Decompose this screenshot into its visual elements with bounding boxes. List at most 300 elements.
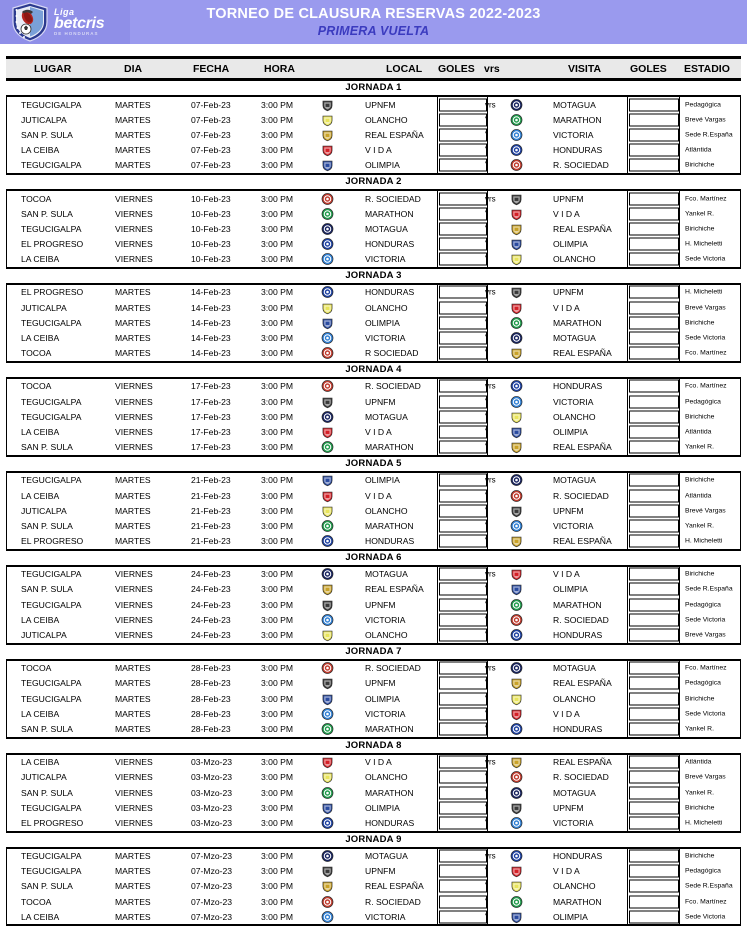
match-date: 14-Feb-23 — [191, 302, 231, 313]
away-team-crest-icon — [510, 222, 523, 235]
match-stadium: Birichiche — [685, 695, 715, 703]
match-row[interactable] — [7, 285, 740, 300]
match-day: MARTES — [115, 160, 151, 171]
away-goals-input[interactable] — [629, 128, 679, 141]
match-stadium: Birichiche — [685, 161, 715, 169]
match-row[interactable] — [7, 770, 740, 785]
home-goals-input[interactable] — [439, 850, 487, 863]
away-goals-input[interactable] — [629, 441, 679, 454]
match-date: 28-Feb-23 — [191, 663, 231, 674]
match-venue-city: TEGUCIGALPA — [21, 599, 82, 610]
match-day: MARTES — [115, 520, 151, 531]
column-header-goles-visita: GOLES — [630, 62, 667, 75]
home-goals-input[interactable] — [439, 801, 487, 814]
away-team-crest-icon — [510, 801, 523, 814]
home-goals-input[interactable] — [439, 756, 487, 769]
away-goals-input[interactable] — [629, 910, 679, 923]
match-day: MARTES — [115, 663, 151, 674]
match-row[interactable] — [7, 394, 740, 409]
match-row[interactable] — [7, 879, 740, 894]
match-venue-city: JUTICALPA — [21, 302, 67, 313]
home-goals-input[interactable] — [439, 771, 487, 784]
away-goals-input[interactable] — [629, 816, 679, 829]
home-team-name: VICTORIA — [365, 708, 406, 719]
away-team-crest-icon — [510, 816, 523, 829]
versus-label: " — [485, 130, 488, 140]
home-goals-input[interactable] — [439, 410, 487, 423]
match-time: 3:00 PM — [261, 614, 294, 625]
away-team-name: OLANCHO — [553, 881, 596, 892]
match-date: 03-Mzo-23 — [191, 772, 233, 783]
match-row[interactable] — [7, 909, 740, 924]
match-venue-city: LA CEIBA — [21, 911, 60, 922]
match-row[interactable] — [7, 800, 740, 815]
match-day: MARTES — [115, 911, 151, 922]
match-row[interactable] — [7, 567, 740, 582]
home-goals-input[interactable] — [439, 568, 487, 581]
jornada-label: JORNADA 8 — [345, 739, 402, 751]
match-day: MARTES — [115, 896, 151, 907]
away-team-crest-icon — [510, 771, 523, 784]
away-goals-input[interactable] — [629, 316, 679, 329]
home-team-crest-icon — [321, 489, 334, 502]
match-day: MARTES — [115, 708, 151, 719]
match-time: 3:00 PM — [261, 381, 294, 392]
match-date: 07-Feb-23 — [191, 129, 231, 140]
away-goals-input[interactable] — [629, 395, 679, 408]
match-date: 07-Mzo-23 — [191, 881, 233, 892]
away-goals-input[interactable] — [629, 474, 679, 487]
jornada-block — [6, 377, 741, 457]
away-team-crest-icon — [510, 380, 523, 393]
away-goals-input[interactable] — [629, 880, 679, 893]
away-goals-input[interactable] — [629, 865, 679, 878]
home-team-name: R. SOCIEDAD — [365, 896, 421, 907]
match-row[interactable] — [7, 534, 740, 549]
away-team-name: OLANCHO — [553, 693, 596, 704]
away-team-crest-icon — [510, 332, 523, 345]
logo-subtitle-text: DE HONDURAS — [54, 30, 99, 36]
match-row[interactable] — [7, 785, 740, 800]
away-team-crest-icon — [510, 113, 523, 126]
match-date: 10-Feb-23 — [191, 254, 231, 265]
home-team-crest-icon — [321, 504, 334, 517]
away-team-name: UPNFM — [553, 802, 584, 813]
home-goals-input[interactable] — [439, 253, 487, 266]
match-row[interactable] — [7, 221, 740, 236]
away-team-name: UPNFM — [553, 193, 584, 204]
home-team-crest-icon — [321, 380, 334, 393]
away-goals-input[interactable] — [629, 347, 679, 360]
match-day: VIERNES — [115, 381, 153, 392]
match-stadium: Pedagógica — [685, 601, 721, 609]
away-goals-input[interactable] — [629, 756, 679, 769]
away-team-name: MARATHON — [553, 317, 602, 328]
match-row[interactable] — [7, 488, 740, 503]
match-date: 24-Feb-23 — [191, 599, 231, 610]
match-day: MARTES — [115, 536, 151, 547]
away-team-name: R. SOCIEDAD — [553, 772, 609, 783]
away-team-name: OLIMPIA — [553, 239, 588, 250]
away-goals-input[interactable] — [629, 159, 679, 172]
away-goals-input[interactable] — [629, 895, 679, 908]
logo-liga-text: Liga — [54, 6, 75, 17]
match-day: VIERNES — [115, 442, 153, 453]
home-goals-input[interactable] — [439, 583, 487, 596]
away-goals-input[interactable] — [629, 662, 679, 675]
match-row[interactable] — [7, 864, 740, 879]
away-team-name: REAL ESPAÑA — [553, 348, 612, 359]
versus-label: " — [485, 427, 488, 437]
away-team-crest-icon — [510, 98, 523, 111]
match-venue-city: SAN P. SULA — [21, 208, 73, 219]
match-venue-city: JUTICALPA — [21, 772, 67, 783]
away-goals-input[interactable] — [629, 504, 679, 517]
match-time: 3:00 PM — [261, 333, 294, 344]
away-goals-input[interactable] — [629, 113, 679, 126]
away-goals-input[interactable] — [629, 332, 679, 345]
column-header-lugar: LUGAR — [34, 62, 72, 75]
match-time: 3:00 PM — [261, 630, 294, 641]
match-row[interactable] — [7, 627, 740, 642]
match-date: 28-Feb-23 — [191, 723, 231, 734]
away-goals-input[interactable] — [629, 677, 679, 690]
match-venue-city: TOCOA — [21, 381, 52, 392]
away-goals-input[interactable] — [629, 98, 679, 111]
match-row[interactable] — [7, 691, 740, 706]
match-row[interactable] — [7, 330, 740, 345]
home-team-name: OLANCHO — [365, 505, 408, 516]
jornada-label: JORNADA 9 — [345, 833, 402, 845]
home-goals-input[interactable] — [439, 865, 487, 878]
match-row[interactable] — [7, 503, 740, 518]
away-goals-input[interactable] — [629, 144, 679, 157]
away-team-crest-icon — [510, 910, 523, 923]
match-row[interactable] — [7, 597, 740, 612]
match-date: 10-Feb-23 — [191, 223, 231, 234]
match-day: MARTES — [115, 866, 151, 877]
home-goals-input[interactable] — [439, 144, 487, 157]
home-goals-input[interactable] — [439, 207, 487, 220]
home-goals-input[interactable] — [439, 425, 487, 438]
away-goals-input[interactable] — [629, 613, 679, 626]
away-goals-input[interactable] — [629, 786, 679, 799]
away-goals-input[interactable] — [629, 850, 679, 863]
match-time: 3:00 PM — [261, 881, 294, 892]
match-row[interactable] — [7, 676, 740, 691]
away-team-crest-icon — [510, 286, 523, 299]
match-row[interactable] — [7, 346, 740, 361]
match-time: 3:00 PM — [261, 208, 294, 219]
home-goals-input[interactable] — [439, 504, 487, 517]
match-venue-city: TEGUCIGALPA — [21, 223, 82, 234]
match-stadium: Birichiche — [685, 319, 715, 327]
jornada-block — [6, 847, 741, 927]
match-time: 3:00 PM — [261, 490, 294, 501]
away-goals-input[interactable] — [629, 192, 679, 205]
match-day: VIERNES — [115, 787, 153, 798]
match-row[interactable] — [7, 409, 740, 424]
home-team-name: R. SOCIEDAD — [365, 663, 421, 674]
away-team-crest-icon — [510, 535, 523, 548]
home-goals-input[interactable] — [439, 692, 487, 705]
versus-label: " — [485, 115, 488, 125]
home-goals-input[interactable] — [439, 677, 487, 690]
schedule-sheet — [0, 56, 747, 926]
match-row[interactable] — [7, 424, 740, 439]
match-date: 03-Mzo-23 — [191, 802, 233, 813]
away-goals-input[interactable] — [629, 519, 679, 532]
away-team-name: R. SOCIEDAD — [553, 160, 609, 171]
home-team-name: OLANCHO — [365, 114, 408, 125]
match-row[interactable] — [7, 127, 740, 142]
match-row[interactable] — [7, 252, 740, 267]
match-row[interactable] — [7, 894, 740, 909]
home-goals-input[interactable] — [439, 489, 487, 502]
match-date: 21-Feb-23 — [191, 490, 231, 501]
match-day: VIERNES — [115, 614, 153, 625]
home-goals-input[interactable] — [439, 629, 487, 642]
match-stadium: Yankel R. — [685, 522, 714, 530]
away-goals-input[interactable] — [629, 207, 679, 220]
versus-label: " — [485, 881, 488, 891]
away-goals-input[interactable] — [629, 801, 679, 814]
home-goals-input[interactable] — [439, 238, 487, 251]
match-day: VIERNES — [115, 802, 153, 813]
match-day: VIERNES — [115, 208, 153, 219]
match-day: VIERNES — [115, 630, 153, 641]
home-goals-input[interactable] — [439, 380, 487, 393]
versus-label: " — [485, 521, 488, 531]
match-row[interactable] — [7, 112, 740, 127]
match-venue-city: SAN P. SULA — [21, 442, 73, 453]
match-row[interactable] — [7, 97, 740, 112]
match-venue-city: SAN P. SULA — [21, 584, 73, 595]
match-stadium: Atlántida — [685, 492, 712, 500]
home-goals-input[interactable] — [439, 816, 487, 829]
away-goals-input[interactable] — [629, 771, 679, 784]
match-stadium: Pedagógica — [685, 867, 721, 875]
home-team-name: MOTAGUA — [365, 411, 408, 422]
jornada-label: JORNADA 3 — [345, 269, 402, 281]
home-goals-input[interactable] — [439, 113, 487, 126]
home-goals-input[interactable] — [439, 895, 487, 908]
versus-label: " — [485, 303, 488, 313]
match-day: MARTES — [115, 881, 151, 892]
match-time: 3:00 PM — [261, 193, 294, 204]
match-stadium: Yankel R. — [685, 725, 714, 733]
match-venue-city: TEGUCIGALPA — [21, 160, 82, 171]
match-day: VIERNES — [115, 772, 153, 783]
home-goals-input[interactable] — [439, 535, 487, 548]
away-goals-input[interactable] — [629, 722, 679, 735]
away-team-crest-icon — [510, 662, 523, 675]
home-team-name: UPNFM — [365, 396, 396, 407]
home-goals-input[interactable] — [439, 613, 487, 626]
match-time: 3:00 PM — [261, 129, 294, 140]
versus-label: vrs — [485, 569, 496, 579]
versus-label: " — [485, 536, 488, 546]
home-team-name: REAL ESPAÑA — [365, 584, 424, 595]
match-date: 14-Feb-23 — [191, 287, 231, 298]
home-goals-input[interactable] — [439, 316, 487, 329]
home-team-crest-icon — [321, 441, 334, 454]
match-row[interactable] — [7, 815, 740, 830]
home-goals-input[interactable] — [439, 441, 487, 454]
versus-label: " — [485, 412, 488, 422]
match-venue-city: LA CEIBA — [21, 490, 60, 501]
away-team-crest-icon — [510, 504, 523, 517]
home-team-crest-icon — [321, 144, 334, 157]
match-time: 3:00 PM — [261, 911, 294, 922]
home-goals-input[interactable] — [439, 332, 487, 345]
match-row[interactable] — [7, 755, 740, 770]
jornada-block — [6, 471, 741, 551]
match-day: MARTES — [115, 490, 151, 501]
match-row[interactable] — [7, 661, 740, 676]
home-goals-input[interactable] — [439, 474, 487, 487]
away-goals-input[interactable] — [629, 535, 679, 548]
away-team-crest-icon — [510, 707, 523, 720]
home-goals-input[interactable] — [439, 222, 487, 235]
away-goals-input[interactable] — [629, 583, 679, 596]
home-goals-input[interactable] — [439, 286, 487, 299]
match-time: 3:00 PM — [261, 475, 294, 486]
match-row[interactable] — [7, 706, 740, 721]
home-team-name: R SOCIEDAD — [365, 348, 419, 359]
match-day: MARTES — [115, 348, 151, 359]
home-goals-input[interactable] — [439, 722, 487, 735]
away-team-crest-icon — [510, 895, 523, 908]
home-team-name: MARATHON — [365, 442, 414, 453]
match-stadium: Pedagógica — [685, 101, 721, 109]
match-day: MARTES — [115, 145, 151, 156]
away-goals-input[interactable] — [629, 253, 679, 266]
versus-label: " — [485, 788, 488, 798]
home-goals-input[interactable] — [439, 880, 487, 893]
match-stadium: Brevé Vargas — [685, 304, 726, 312]
away-goals-input[interactable] — [629, 489, 679, 502]
away-goals-input[interactable] — [629, 568, 679, 581]
home-goals-input[interactable] — [439, 347, 487, 360]
home-goals-input[interactable] — [439, 598, 487, 611]
home-goals-input[interactable] — [439, 395, 487, 408]
away-team-name: OLANCHO — [553, 411, 596, 422]
away-goals-input[interactable] — [629, 286, 679, 299]
match-day: MARTES — [115, 302, 151, 313]
match-time: 3:00 PM — [261, 599, 294, 610]
home-team-name: R. SOCIEDAD — [365, 193, 421, 204]
versus-label: " — [485, 615, 488, 625]
home-goals-input[interactable] — [439, 662, 487, 675]
home-team-name: OLANCHO — [365, 630, 408, 641]
match-time: 3:00 PM — [261, 693, 294, 704]
match-date: 07-Feb-23 — [191, 160, 231, 171]
home-team-crest-icon — [321, 347, 334, 360]
match-row[interactable] — [7, 206, 740, 221]
away-team-crest-icon — [510, 613, 523, 626]
match-row[interactable] — [7, 849, 740, 864]
match-day: MARTES — [115, 693, 151, 704]
away-goals-input[interactable] — [629, 425, 679, 438]
home-goals-input[interactable] — [439, 519, 487, 532]
away-goals-input[interactable] — [629, 692, 679, 705]
versus-label: " — [485, 724, 488, 734]
match-date: 14-Feb-23 — [191, 333, 231, 344]
away-goals-input[interactable] — [629, 629, 679, 642]
home-goals-input[interactable] — [439, 98, 487, 111]
away-goals-input[interactable] — [629, 380, 679, 393]
home-goals-input[interactable] — [439, 159, 487, 172]
match-row[interactable] — [7, 315, 740, 330]
home-team-name: MARATHON — [365, 208, 414, 219]
match-row[interactable] — [7, 300, 740, 315]
away-team-name: VICTORIA — [553, 520, 594, 531]
home-team-name: OLIMPIA — [365, 317, 400, 328]
home-goals-input[interactable] — [439, 128, 487, 141]
versus-label: " — [485, 772, 488, 782]
match-date: 14-Feb-23 — [191, 348, 231, 359]
match-row[interactable] — [7, 518, 740, 533]
home-goals-input[interactable] — [439, 192, 487, 205]
home-goals-input[interactable] — [439, 707, 487, 720]
away-team-name: UPNFM — [553, 287, 584, 298]
match-stadium: Sede Victoria — [685, 913, 726, 921]
away-goals-input[interactable] — [629, 707, 679, 720]
home-team-crest-icon — [321, 662, 334, 675]
match-row[interactable] — [7, 237, 740, 252]
home-team-crest-icon — [321, 801, 334, 814]
match-day: VIERNES — [115, 599, 153, 610]
match-day: VIERNES — [115, 584, 153, 595]
match-row[interactable] — [7, 191, 740, 206]
match-row[interactable] — [7, 582, 740, 597]
away-team-crest-icon — [510, 786, 523, 799]
away-goals-input[interactable] — [629, 410, 679, 423]
match-row[interactable] — [7, 379, 740, 394]
match-venue-city: LA CEIBA — [21, 757, 60, 768]
away-goals-input[interactable] — [629, 238, 679, 251]
match-row[interactable] — [7, 473, 740, 488]
match-time: 3:00 PM — [261, 411, 294, 422]
match-stadium: Fco. Martínez — [685, 349, 727, 357]
column-header-estadio: ESTADIO — [684, 62, 730, 75]
home-team-crest-icon — [321, 865, 334, 878]
jornada-label: JORNADA 1 — [345, 82, 402, 93]
versus-label: " — [485, 224, 488, 234]
away-goals-input[interactable] — [629, 598, 679, 611]
home-goals-input[interactable] — [439, 786, 487, 799]
match-date: 28-Feb-23 — [191, 693, 231, 704]
match-row[interactable] — [7, 158, 740, 173]
away-team-crest-icon — [510, 519, 523, 532]
away-goals-input[interactable] — [629, 301, 679, 314]
match-row[interactable] — [7, 440, 740, 455]
away-team-crest-icon — [510, 880, 523, 893]
match-row[interactable] — [7, 143, 740, 158]
home-goals-input[interactable] — [439, 910, 487, 923]
home-goals-input[interactable] — [439, 301, 487, 314]
home-team-crest-icon — [321, 895, 334, 908]
match-row[interactable] — [7, 721, 740, 736]
away-team-name: REAL ESPAÑA — [553, 223, 612, 234]
match-time: 3:00 PM — [261, 223, 294, 234]
away-team-crest-icon — [510, 629, 523, 642]
away-goals-input[interactable] — [629, 222, 679, 235]
home-team-crest-icon — [321, 395, 334, 408]
match-stadium: H. Micheletti — [685, 537, 723, 545]
match-row[interactable] — [7, 612, 740, 627]
